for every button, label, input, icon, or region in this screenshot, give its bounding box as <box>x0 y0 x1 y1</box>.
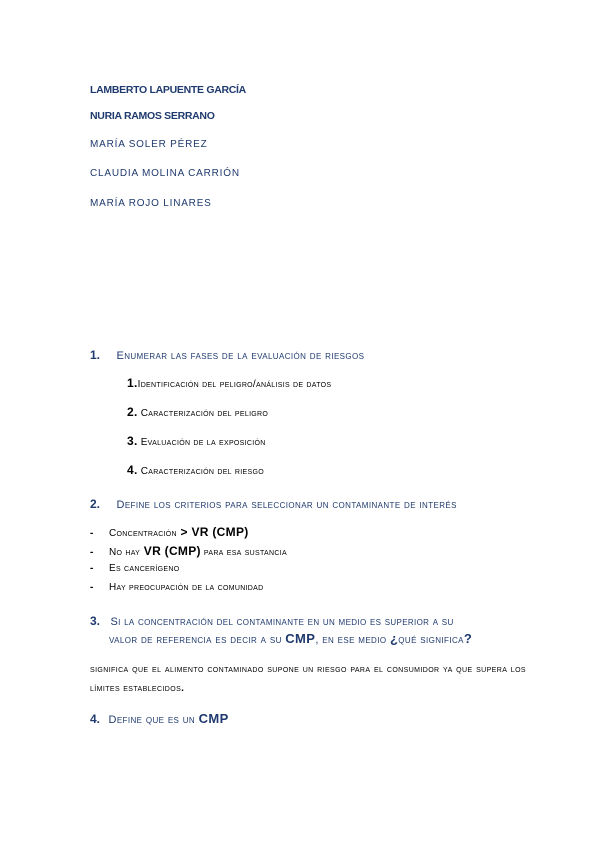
question-text-continued <box>109 631 472 646</box>
question-mark: ¿ <box>389 631 399 646</box>
list-item <box>127 434 266 448</box>
question-text: Enumerar las fases de la evaluación de riesgos <box>116 350 365 362</box>
question-text <box>108 711 229 726</box>
question-emphasis: CMP <box>285 631 316 646</box>
question-text-body: Define que es un <box>108 714 199 726</box>
bullet-text: Concentración <box>109 528 177 539</box>
question-number: 2. <box>90 497 101 511</box>
list-item <box>127 376 331 390</box>
bullet-emphasis: VR (CMP) <box>140 544 201 558</box>
item-text: Caracterización del peligro <box>140 408 269 419</box>
bullet-text: Hay preocupación de la comunidad <box>109 582 264 593</box>
author-name: NURIA RAMOS SERRANO <box>90 110 215 122</box>
item-text: Caracterización del riesgo <box>140 466 264 477</box>
question-2 <box>90 495 457 513</box>
question-text: Si la concentración del contaminante en un medio es superior a su <box>110 616 454 628</box>
item-text: Identificación del peligro/análisis de datos <box>137 379 332 390</box>
author-name: MARÍA ROJO LINARES <box>90 198 212 209</box>
bullet-text: para esa sustancia <box>200 547 287 558</box>
author-name: MARÍA SOLER PÉREZ <box>90 139 208 150</box>
item-number: 1. <box>127 376 138 390</box>
bullet-text: Es cancerígeno <box>109 563 180 574</box>
author-name: LAMBERTO LAPUENTE GARCÍA <box>90 84 246 96</box>
answer-text <box>90 660 526 698</box>
question-text: Define los criterios para seleccionar un contaminante de interés <box>116 499 457 511</box>
bullet-emphasis: > VR (CMP) <box>176 525 249 539</box>
item-text: Evaluación de la exposición <box>140 437 266 448</box>
bullet-text: No hay <box>109 547 141 558</box>
question-text: valor de referencia es decir a su <box>109 634 286 646</box>
question-3 <box>90 612 530 630</box>
answer-period: . <box>181 683 185 694</box>
question-emphasis: CMP <box>198 711 229 726</box>
question-number: 3. <box>90 614 101 628</box>
item-number: 3. <box>127 434 138 448</box>
question-4 <box>90 710 229 728</box>
item-number: 4. <box>127 463 138 477</box>
question-text: , en ese medio <box>315 634 390 646</box>
question-mark: ? <box>463 631 473 646</box>
list-item <box>127 405 268 419</box>
list-item <box>127 463 264 477</box>
list-item: - Concentración > VR (CMP) <box>90 525 249 539</box>
question-number: 4. <box>90 712 101 726</box>
question-number: 1. <box>90 348 101 362</box>
list-item: - No hay VR (CMP) para esa sustancia <box>90 544 287 558</box>
answer-body: significa que el alimento contaminado supone un riesgo para el consumidor ya que supera los límites establecidos <box>90 664 526 694</box>
list-item: - Es cancerígeno <box>90 563 180 574</box>
list-item: - Hay preocupación de la comunidad <box>90 582 264 593</box>
author-name: CLAUDIA MOLINA CARRIÓN <box>90 168 240 179</box>
question-text: qué significa <box>398 634 464 646</box>
question-1 <box>90 346 364 364</box>
item-number: 2. <box>127 405 138 419</box>
